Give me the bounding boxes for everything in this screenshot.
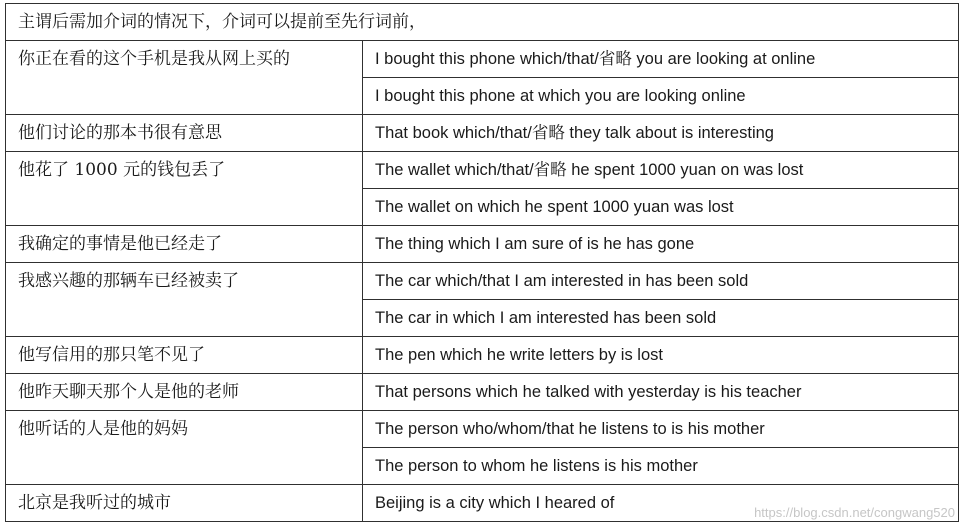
- chinese-sentence: 他听话的人是他的妈妈: [6, 411, 363, 485]
- chinese-sentence: 他花了 1000 元的钱包丢了: [6, 152, 363, 226]
- table-row: [6, 411, 959, 448]
- english-sentence: The car in which I am interested has been sold: [363, 300, 959, 337]
- chinese-sentence: 你正在看的这个手机是我从网上买的: [6, 41, 363, 115]
- chinese-sentence: 我确定的事情是他已经走了: [6, 226, 363, 263]
- chinese-sentence: 北京是我听过的城市: [6, 485, 363, 522]
- english-sentence: The person who/whom/that he listens to is his mother: [363, 411, 959, 448]
- table-row: [6, 226, 959, 263]
- table-row: [6, 337, 959, 374]
- english-sentence: The thing which I am sure of is he has gone: [363, 226, 959, 263]
- english-sentence: The wallet on which he spent 1000 yuan was lost: [363, 189, 959, 226]
- table-row: [6, 263, 959, 300]
- english-sentence: The person to whom he listens is his mother: [363, 448, 959, 485]
- grammar-table: [5, 3, 959, 522]
- table-row: [6, 152, 959, 189]
- watermark: https://blog.csdn.net/congwang520: [754, 505, 955, 520]
- chinese-sentence: 他们讨论的那本书很有意思: [6, 115, 363, 152]
- english-sentence: Beijing is a city which I heared of: [363, 485, 959, 522]
- english-sentence: The car which/that I am interested in has been sold: [363, 263, 959, 300]
- table-header: 主谓后需加介词的情况下，介词可以提前至先行词前，: [6, 4, 959, 41]
- english-sentence: The wallet which/that/省略 he spent 1000 yuan on was lost: [363, 152, 959, 189]
- table-row: [6, 115, 959, 152]
- english-sentence: I bought this phone which/that/省略 you are looking at online: [363, 41, 959, 78]
- chinese-sentence: 他写信用的那只笔不见了: [6, 337, 363, 374]
- english-sentence: That persons which he talked with yesterday is his teacher: [363, 374, 959, 411]
- table-row: [6, 374, 959, 411]
- table-row: [6, 41, 959, 78]
- english-sentence: That book which/that/省略 they talk about is interesting: [363, 115, 959, 152]
- english-sentence: The pen which he write letters by is lost: [363, 337, 959, 374]
- chinese-sentence: 我感兴趣的那辆车已经被卖了: [6, 263, 363, 337]
- header-row: [6, 4, 959, 41]
- chinese-sentence: 他昨天聊天那个人是他的老师: [6, 374, 363, 411]
- english-sentence: I bought this phone at which you are looking online: [363, 78, 959, 115]
